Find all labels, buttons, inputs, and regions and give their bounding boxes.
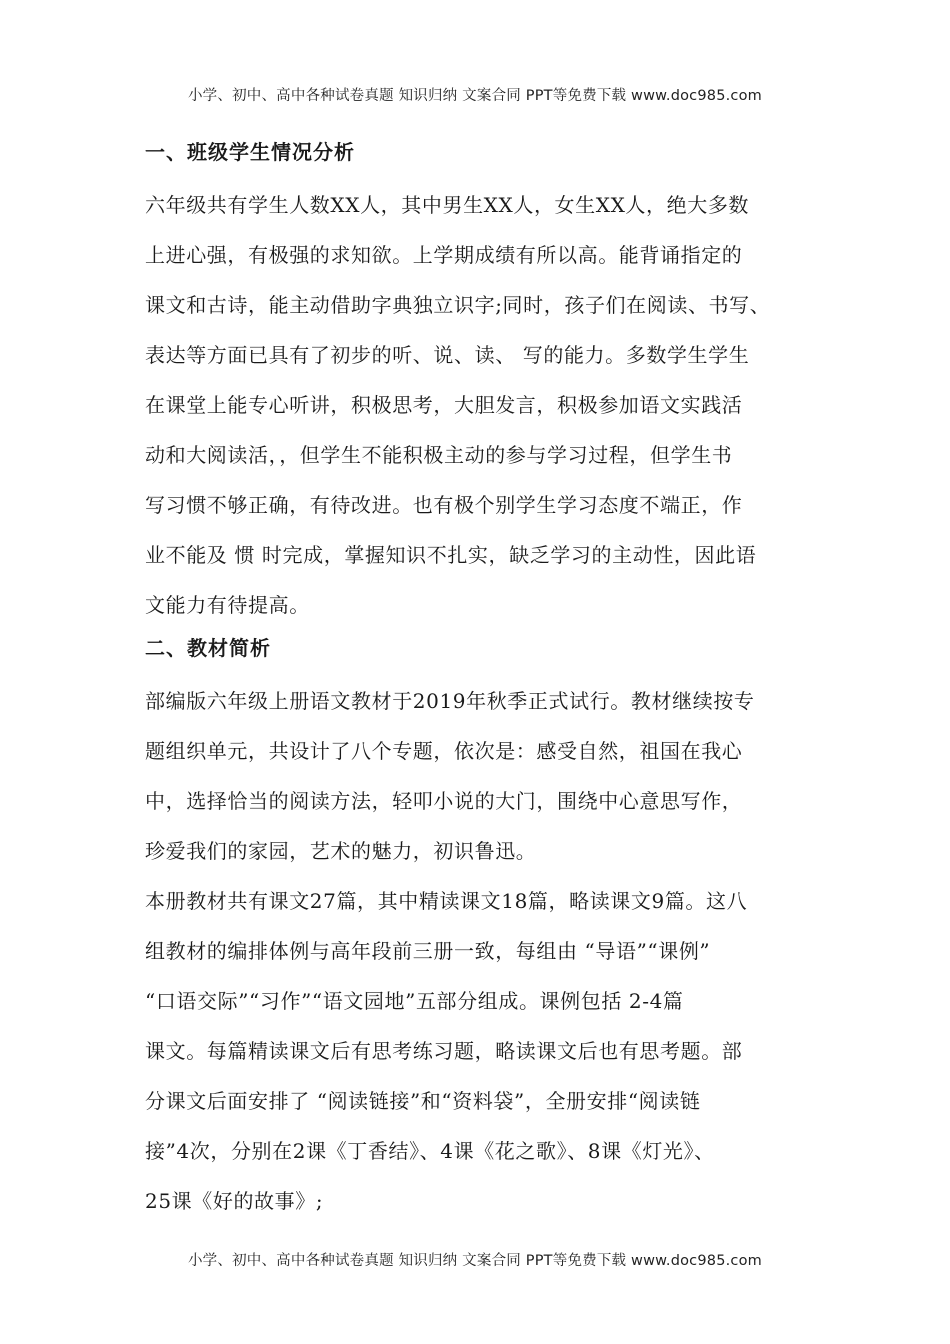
text-line: 题组织单元，共设计了八个专题，依次是：感受自然，祖国在我心 [145,739,743,763]
text-line: 在课堂上能专心听讲，积极思考，大胆发言，积极参加语文实践活 [145,393,743,417]
text-line: 动和大阅读活，，但学生不能积极主动的参与学习过程，但学生书 [145,443,733,467]
paragraph-textbook-overview [145,676,825,876]
text-line: 课文和古诗，能主动借助字典独立识字;同时，孩子们在阅读、书写、 [145,293,771,317]
text-line: 珍爱我们的家园，艺术的魅力，初识鲁迅。 [145,839,537,863]
text-line: “口语交际”“习作”“语文园地”五部分组成。课例包括 2-4篇 [145,989,684,1013]
text-line: 25课《好的故事》; [145,1189,324,1213]
paragraph-student-analysis [145,180,825,628]
page-footer: 小学、初中、高中各种试卷真题 知识归纳 文案合同 PPT等免费下载 www.doc985.com [187,1253,763,1269]
text-line: 中，选择恰当的阅读方法，轻叩小说的大门，围绕中心意思写作， [145,789,743,813]
text-line: 文能力有待提高。 [145,593,310,617]
document-body [145,132,825,1226]
section-heading-textbook-analysis: 二、教材简析 [145,636,271,660]
text-line: 接”4次，分别在2课《丁香结》、4课《花之歌》、8课《灯光》、 [145,1139,715,1163]
page-header: 小学、初中、高中各种试卷真题 知识归纳 文案合同 PPT等免费下载 www.doc985.com [187,88,763,104]
text-line: 课文。每篇精读课文后有思考练习题，略读课文后也有思考题。部 [145,1039,743,1063]
section-heading-student-analysis: 一、班级学生情况分析 [145,140,355,164]
text-line: 写习惯不够正确，有待改进。也有极个别学生学习态度不端正，作 [145,493,743,517]
text-line: 组教材的编排体例与高年段前三册一致，每组由 “导语”“课例” [145,939,711,963]
text-line: 上进心强，有极强的求知欲。上学期成绩有所以高。能背诵指定的 [145,243,743,267]
text-line: 本册教材共有课文27篇，其中精读课文18篇，略读课文9篇。这八 [145,889,748,913]
text-line: 表达等方面已具有了初步的听、说、读、 写的能力。多数学生学生 [145,343,750,367]
text-line: 六年级共有学生人数XX人，其中男生XX人，女生XX人，绝大多数 [145,193,750,217]
text-line: 分课文后面安排了 “阅读链接”和“资料袋”，全册安排“阅读链 [145,1089,701,1113]
text-line: 业不能及 惯 时完成，掌握知识不扎实，缺乏学习的主动性，因此语 [145,543,757,567]
text-line: 部编版六年级上册语文教材于2019年秋季正式试行。教材继续按专 [145,689,755,713]
paragraph-textbook-structure [145,876,825,1226]
